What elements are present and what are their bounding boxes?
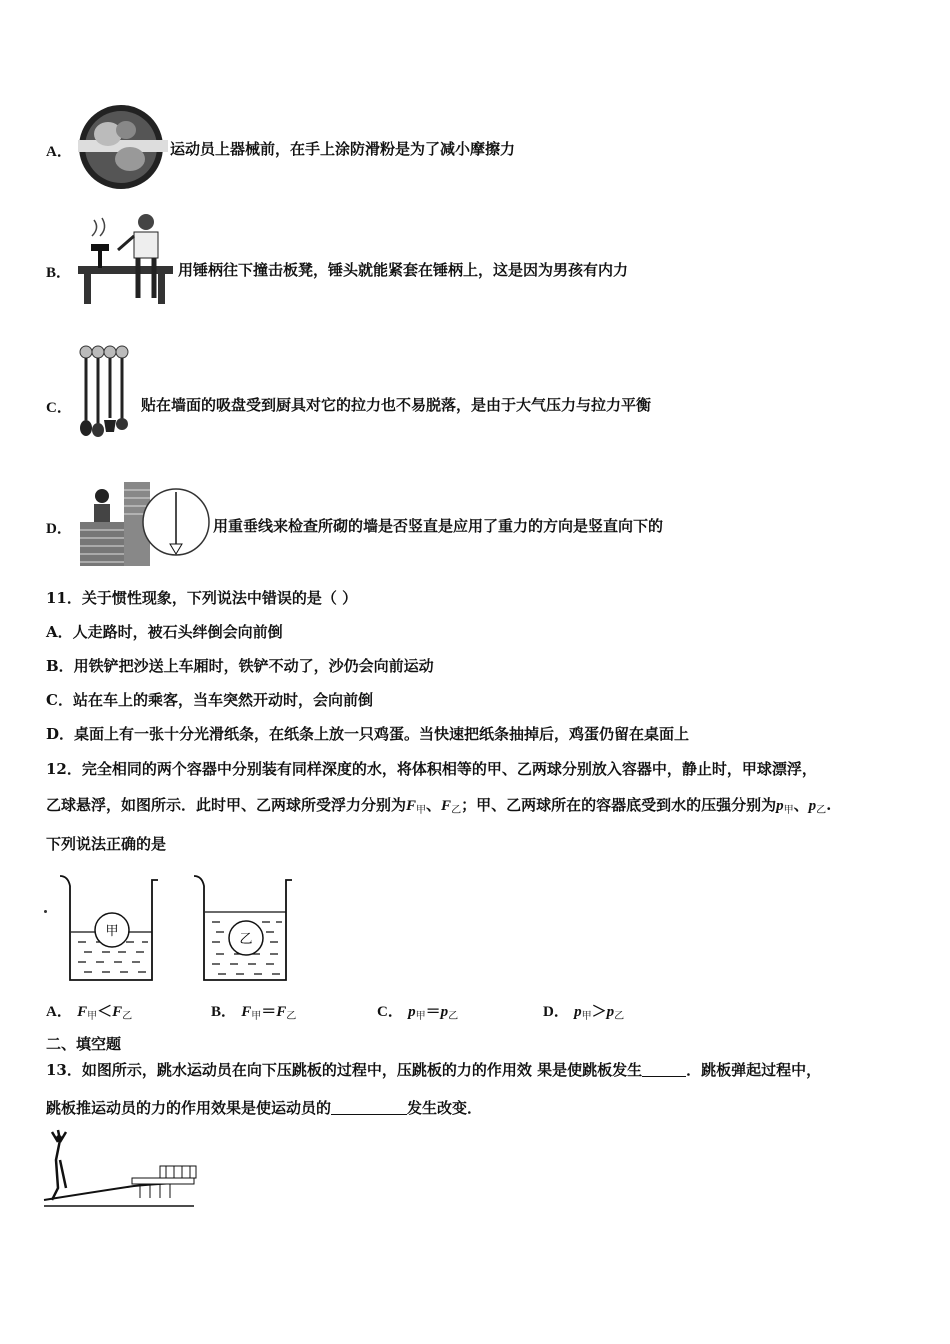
option-a-text: 运动员上器械前，在手上涂防滑粉是为了减小摩擦力 [170,140,516,158]
option-label: A． [46,144,72,160]
question-13-line-1: 13．如图所示，跳水运动员在向下压跳板的过程中，压跳板的力的作用效 果是使跳板发生 ．跳板弹起过程中， [46,1061,822,1079]
question-12-option-a: A． $F_甲<F_乙$ [46,1002,133,1022]
chalk-hands-image [78,104,168,190]
ball-yi-label: 乙 [239,932,253,947]
answer-blank-2[interactable] [331,1100,407,1115]
question-11-option-d: D．桌面上有一张十分光滑纸条，在纸条上放一只鸡蛋。当快速把纸条抽掉后，鸡蛋仍留在桌面上 [46,725,690,743]
beaker-yi-diagram [190,872,298,984]
option-c-text: 贴在墙面的吸盘受到厨具对它的拉力也不易脱落，是由于大气压力与拉力平衡 [141,396,652,414]
option-b-text: 用锤柄往下撞击板凳，锤头就能紧套在锤柄上，这是因为男孩有内力 [178,261,629,279]
question-12-option-d: D． $p_甲>p_乙$ [543,1002,625,1022]
section-title: 二、填空题 [46,1035,122,1053]
option-label: C． [46,400,72,416]
ball-jia-label: 甲 [105,924,119,939]
suction-utensils-image [76,344,136,440]
question-12-line-3: 下列说法正确的是 [46,835,167,853]
question-11-option-b: B．用铁铲把沙送上车厢时，铁铲不动了，沙仍会向前运动 [46,657,434,675]
question-12-line-1: 12．完全相同的两个容器中分别装有同样深度的水，将体积相等的甲、乙两球分别放入容器中，静止时，甲球漂浮， [46,760,817,778]
question-11-option-a: A．人走路时，被石头绊倒会向前倒 [46,623,283,641]
question-11-stem: 11．关于惯性现象，下列说法中错误的是（ ） [46,589,358,607]
question-13-line-2: 跳板推运动员的力的作用效果是使运动员的 发生改变． [46,1099,483,1117]
question-12-line-2: 乙球悬浮，如图所示．此时甲、乙两球所受浮力分别为$F_甲$、$F_乙$；甲、乙两球所在的容器底受到水的压强分别为$p_甲$、$p_乙$. [46,796,832,816]
question-11-option-c: C．站在车上的乘客，当车突然开动时，会向前倒 [46,691,373,709]
hammer-bench-image [76,210,176,306]
stray-dot [44,910,47,913]
answer-blank-1[interactable] [642,1062,686,1077]
option-label: D． [46,521,72,537]
option-label: B． [46,265,72,281]
option-d-text: 用重垂线来检查所砌的墙是否竖直是应用了重力的方向是竖直向下的 [213,517,664,535]
question-12-option-b: B． $F_甲=F_乙$ [211,1002,297,1022]
plumb-line-wall-image [76,478,212,568]
question-12-option-c: C． $p_甲=p_乙$ [377,1002,459,1022]
diver-springboard-diagram [44,1128,200,1216]
beaker-jia-diagram [56,872,164,984]
